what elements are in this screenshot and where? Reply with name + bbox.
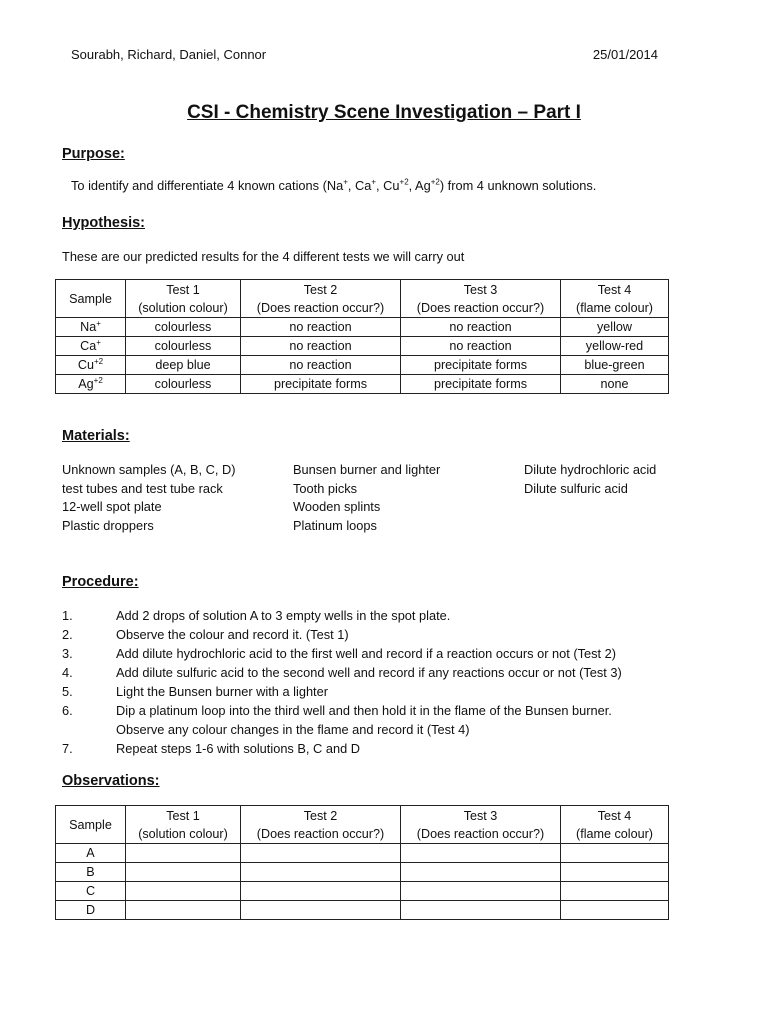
test1-cell [126,901,241,920]
materials-col-2 [293,461,440,535]
list-item: Dilute hydrochloric acid [524,462,657,477]
test4-cell [561,844,669,863]
authors: Sourabh, Richard, Daniel, Connor [71,47,267,62]
purpose-text: To identify and differentiate 4 known cations (Na+, Ca+, $Cu^{+2}$, $Ag^{+2}$) from 4 unknown solutions. [71,177,597,193]
list-item: 5. Light the Bunsen burner with a lighter [62,684,328,699]
test1-cell [126,844,241,863]
page-title: CSI - Chemistry Scene Investigation – Part I [187,102,581,123]
list-item: 6. Dip a platinum loop into the third well and then hold it in the flame of the Bunsen burner. [62,703,612,718]
purpose-heading: Purpose: [62,146,125,162]
list-item: Tooth picks [293,480,358,496]
test2-cell [241,882,401,901]
list-item: test tubes and test tube rack [62,480,223,496]
list-item: 4. Add dilute sulfuric acid to the second well and record if any reactions occur or not (Test 3) [62,665,622,680]
observations-table [55,805,669,920]
col-test4: Test 4 (flame colour) [561,280,669,318]
test2-cell: no reaction [241,318,401,337]
table-row [56,337,669,356]
test2-cell [241,901,401,920]
test1-cell: deep blue [126,356,241,375]
test4-cell: yellow-red [561,337,669,356]
procedure-heading: Procedure: [62,574,139,590]
sample-cell: A [56,844,126,863]
test3-cell [401,844,561,863]
test3-cell [401,882,561,901]
test2-cell [241,844,401,863]
test4-cell: none [561,375,669,394]
list-item: Wooden splints [293,499,381,514]
hypothesis-table [55,279,669,394]
col-test1: Test 1 (solution colour) [126,806,241,844]
list-item: Bunsen burner and lighter [293,462,441,477]
table-row [56,901,669,920]
sample-cell: B [56,863,126,882]
list-item: 1. Add 2 drops of solution A to 3 empty wells in the spot plate. [62,608,451,623]
date: 25/01/2014 [592,47,658,62]
test4-cell: yellow [561,318,669,337]
table-row [56,882,669,901]
table-row [56,844,669,863]
test3-cell: no reaction [401,318,561,337]
list-item: Observe any colour changes in the flame and record it (Test 4) [116,722,470,737]
test4-cell [561,882,669,901]
list-item: 7. Repeat steps 1-6 with solutions B, C and D [62,741,360,756]
list-item: 12-well spot plate [62,499,162,514]
list-item: Unknown samples (A, B, C, D) [62,462,236,477]
col-sample: Sample [56,280,126,318]
list-item: Platinum loops [293,517,377,533]
col-test1: Test 1 (solution colour) [126,280,241,318]
test3-cell: no reaction [401,337,561,356]
test1-cell: colourless [126,375,241,394]
test2-cell: precipitate forms [241,375,401,394]
table-row [56,863,669,882]
materials-col-3 [524,461,656,498]
test1-cell [126,882,241,901]
table-header-row [56,806,669,844]
table-row [56,375,669,394]
sample-cell: D [56,901,126,920]
sample-cell: C [56,882,126,901]
test1-cell: colourless [126,337,241,356]
test3-cell: precipitate forms [401,375,561,394]
hypothesis-text: These are our predicted results for the 4 different tests we will carry out [62,249,465,264]
test2-cell [241,863,401,882]
col-test4: Test 4 (flame colour) [561,806,669,844]
test4-cell [561,863,669,882]
list-item: 2. Observe the colour and record it. (Test 1) [62,627,349,642]
col-test3: Test 3 (Does reaction occur?) [401,280,561,318]
col-test3: Test 3 (Does reaction occur?) [401,806,561,844]
list-item: Dilute sulfuric acid [524,480,628,496]
sample-cell: $Ag^{+2}$ [56,375,126,394]
procedure-list [62,606,722,758]
col-test2: Test 2 (Does reaction occur?) [241,280,401,318]
test2-cell: no reaction [241,337,401,356]
test4-cell: blue-green [561,356,669,375]
test2-cell: no reaction [241,356,401,375]
test3-cell: precipitate forms [401,356,561,375]
col-test2: Test 2 (Does reaction occur?) [241,806,401,844]
col-sample: Sample [56,806,126,844]
table-row [56,318,669,337]
test3-cell [401,863,561,882]
hypothesis-heading: Hypothesis: [62,215,145,231]
list-item: 3. Add dilute hydrochloric acid to the first well and record if a reaction occurs or not (Test 2) [62,646,617,661]
sample-cell: Ca+ [56,337,126,356]
sample-cell: Na+ [56,318,126,337]
observations-heading: Observations: [62,773,160,789]
test3-cell [401,901,561,920]
materials-heading: Materials: [62,428,130,444]
list-item: Plastic droppers [62,517,154,533]
test1-cell: colourless [126,318,241,337]
sample-cell: $Cu^{+2}$ [56,356,126,375]
materials-col-1 [62,461,236,535]
test1-cell [126,863,241,882]
table-header-row [56,280,669,318]
table-row [56,356,669,375]
test4-cell [561,901,669,920]
